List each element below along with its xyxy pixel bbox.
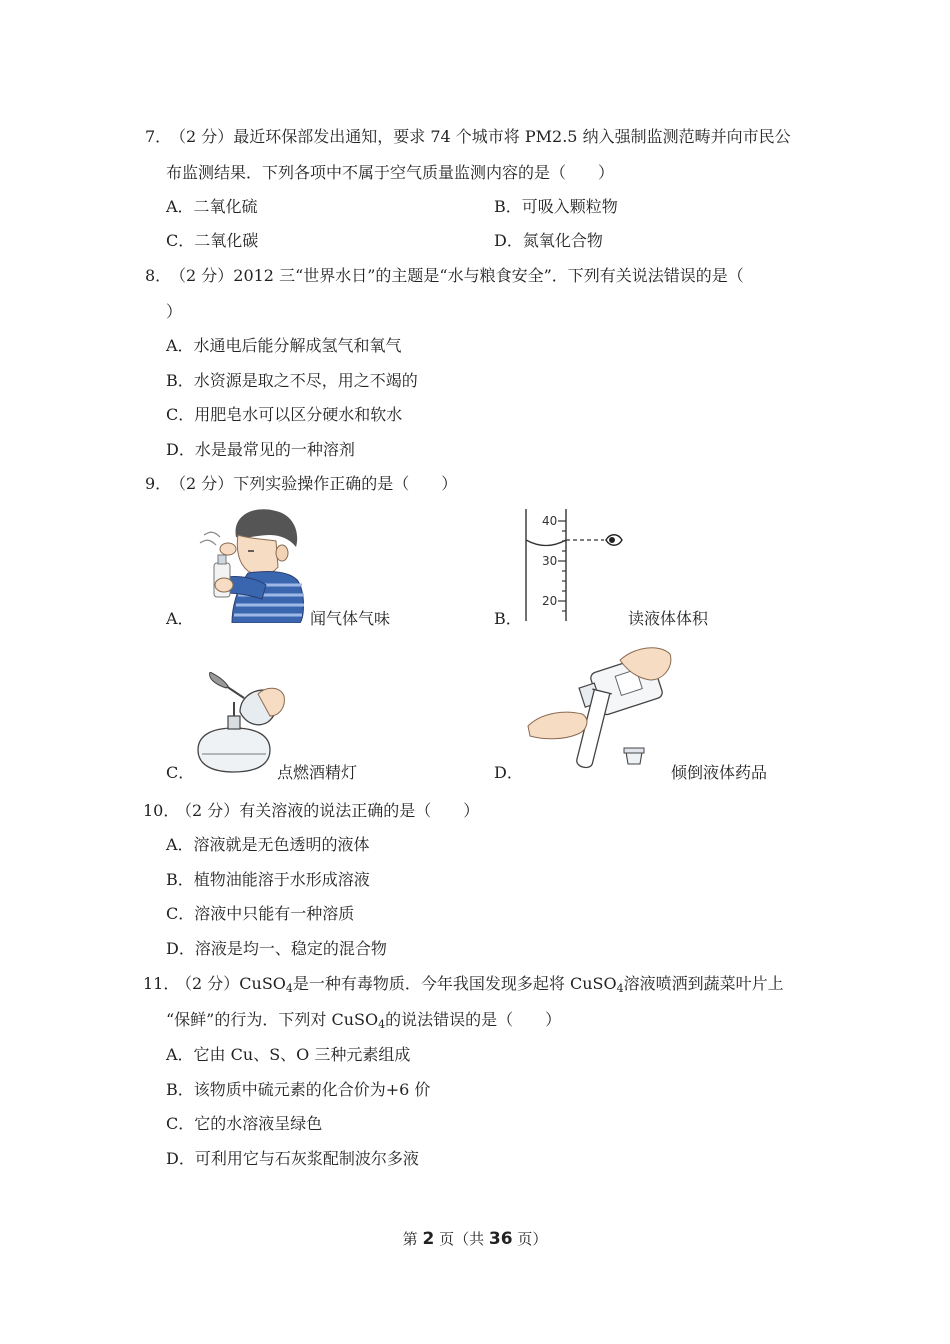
q9-option-b-caption: 读液体体积 <box>628 609 709 628</box>
q9-option-d-letter: D． <box>494 763 523 782</box>
q8-option-d: D．水是最常见的一种溶剂 <box>166 440 355 459</box>
q9-option-b-letter: B． <box>494 609 522 628</box>
q11-option-c: C．它的水溶液呈绿色 <box>166 1114 323 1133</box>
footer-prefix: 第 <box>402 1230 418 1248</box>
q10-stem: （2 分）有关溶液的说法正确的是（ ） <box>176 801 480 820</box>
q11-option-d: D．可利用它与石灰浆配制波尔多液 <box>166 1149 419 1168</box>
q9-option-c-letter: C． <box>166 763 195 782</box>
smelling-gas-illustration <box>192 505 312 623</box>
q7-option-b: B．可吸入颗粒物 <box>494 197 618 216</box>
eye-icon <box>606 535 622 546</box>
footer-total-pages: 36 <box>488 1229 513 1249</box>
graduated-cylinder-diagram <box>518 507 630 623</box>
q7-option-a: A．二氧化硫 <box>166 197 258 216</box>
q10-option-a: A．溶液就是无色透明的液体 <box>166 835 370 854</box>
q8-option-a: A．水通电后能分解成氢气和氧气 <box>166 336 402 355</box>
q8-option-c: C．用肥皂水可以区分硬水和软水 <box>166 405 403 424</box>
page-footer <box>0 1228 950 1250</box>
q9-option-a-caption: 闻气体气味 <box>310 609 391 628</box>
q11-stem-line1: （2 分）CuSO$_4$是一种有毒物质．今年我国发现多起将 CuSO$_4$溶液喷洒到蔬菜叶片上 <box>176 974 784 995</box>
q10-option-c: C．溶液中只能有一种溶质 <box>166 904 355 923</box>
q7-stem-line2: 布监测结果．下列各项中不属于空气质量监测内容的是（ ） <box>166 163 615 182</box>
q8-option-b: B．水资源是取之不尽，用之不竭的 <box>166 371 418 390</box>
q7-option-c: C．二氧化碳 <box>166 231 259 250</box>
footer-suffix: 页） <box>517 1230 548 1248</box>
cylinder-tick-20: 20 <box>542 594 558 608</box>
q11-option-a: A．它由 Cu、S、O 三种元素组成 <box>166 1045 411 1064</box>
cylinder-tick-40: 40 <box>542 514 558 528</box>
q11-number: 11． <box>143 974 180 993</box>
q11-option-b: B．该物质中硫元素的化合价为+6 价 <box>166 1080 431 1099</box>
alcohol-lamp-illustration <box>190 672 286 776</box>
q10-number: 10． <box>143 801 180 820</box>
footer-page-number: 2 <box>422 1229 435 1249</box>
footer-middle: 页（共 <box>439 1230 485 1248</box>
q7-stem-line1: （2 分）最近环保部发出通知，要求 74 个城市将 PM2.5 纳入强制监测范畴并向市民公 <box>170 127 791 146</box>
cylinder-tick-30: 30 <box>542 554 558 568</box>
q11-stem-line2: “保鲜”的行为．下列对 CuSO$_4$的说法错误的是（ ） <box>166 1010 562 1031</box>
q8-number: 8． <box>145 266 172 285</box>
q10-option-d: D．溶液是均一、稳定的混合物 <box>166 939 387 958</box>
q7-number: 7． <box>145 127 172 146</box>
q10-option-b: B．植物油能溶于水形成溶液 <box>166 870 370 889</box>
q7-option-d: D．氮氧化合物 <box>494 231 603 250</box>
q9-option-a-letter: A． <box>166 609 194 628</box>
q9-option-d-caption: 倾倒液体药品 <box>671 763 768 782</box>
q8-stem-line1: （2 分）2012 三“世界水日”的主题是“水与粮食安全”．下列有关说法错误的是（ <box>170 266 744 285</box>
q9-number: 9． <box>145 474 172 493</box>
q8-stem-line2: ） <box>166 302 183 321</box>
q9-stem: （2 分）下列实验操作正确的是（ ） <box>170 474 458 493</box>
pouring-liquid-illustration <box>524 640 674 776</box>
q9-option-c-caption: 点燃酒精灯 <box>277 763 358 782</box>
